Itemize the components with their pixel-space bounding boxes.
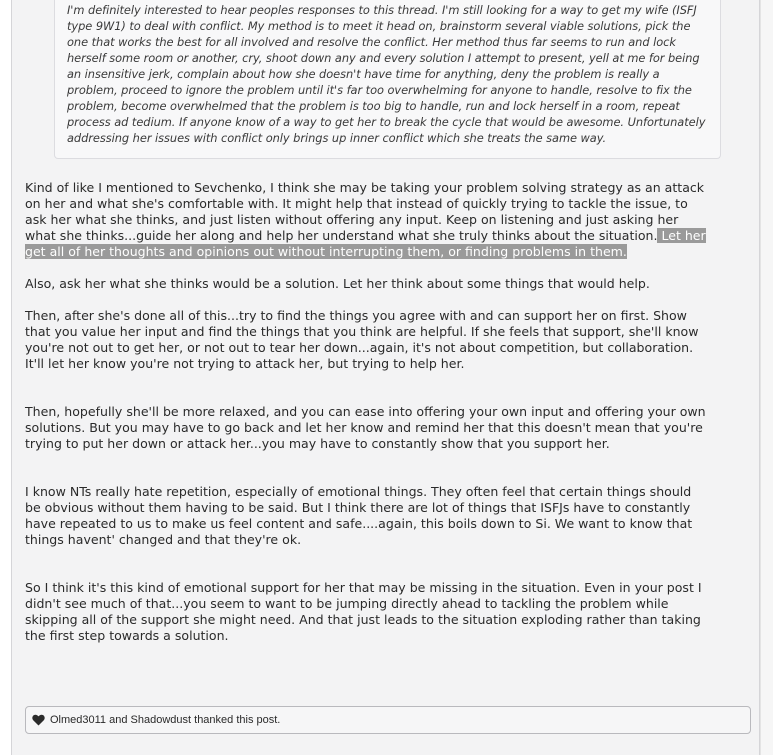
quote-line: addressing her issues with conflict only brings up inner conflict which she treats the same way. [67,131,607,145]
page-scrollbar[interactable] [760,0,773,755]
post-line: Then, after she's done all of this...try to find the things you agree with and can support her on first. Show [25,308,687,323]
post-line: Then, hopefully she'll be more relaxed, and you can ease into offering your own input and offering your own [25,404,706,419]
post-line: be obvious without them having to be said. But I think there are lot of things that ISFJs have to constantly [25,500,691,515]
quote-line: I'm definitely interested to hear peoples responses to this thread. I'm still looking for a way to get my wife (ISFJ [67,3,697,17]
thanked-user-link[interactable]: Olmed3011 [50,714,107,726]
heart-icon [32,714,45,726]
post-line: Kind of like I mentioned to Sevchenko, I think she may be taking your problem solving strategy as an attack [25,180,705,195]
quote-line: problem, become overwhelmed that the problem is too big to handle, run and lock herself in a room, repeat [67,99,680,113]
quote-line: an insensitive jerk, complain about how she doesn't have time for anything, deny the problem is really a [67,67,660,81]
post-line: have repeated to us to make us feel content and safe....again, this boils down to Si. We want to know that [25,516,693,531]
thanks-text: thanked this post. [191,714,281,726]
quote-block [54,0,721,159]
quote-line: herself some room or another, cry, shoot down any and every solution I attempt to present, yell at me for being [67,51,700,65]
paragraph-gap [25,548,749,564]
post-line: I know NTs really hate repetition, especially of emotional things. They often feel that certain things should [25,484,692,499]
post-line-text: what she thinks...guide her along and help her understand what she truly thinks about the situation. [25,228,658,243]
paragraph-gap [25,388,749,404]
post-line: you're not out to get her, or not out to tear her down...again, it's not about competition, but collaboration. [25,340,694,355]
post-line [25,244,749,260]
selected-text: get all of her thoughts and opinions out without interrupting them, or finding problems in them. [25,244,627,259]
paragraph-gap [25,260,749,276]
post-line: trying to put her down or attack her...you may have to constantly show that you support her. [25,436,610,451]
thanks-separator: and [106,714,131,726]
post-line: It'll let her know you're not trying to attack her, but trying to help her. [25,356,465,371]
post-line: solutions. But you may have to go back and let her know and remind her that this doesn't mean that you're [25,420,703,435]
paragraph-gap [25,468,749,484]
selected-text: Let her [657,228,706,243]
paragraph-gap [25,452,749,468]
post-line: skipping all of the support she might need. And that just leads to the situation exploding rather than taking [25,612,701,627]
paragraph-gap [25,372,749,388]
paragraph-gap [25,564,749,580]
post-line: Also, ask her what she thinks would be a solution. Let her think about some things that would help. [25,276,650,291]
post-line: ask her what she thinks, and just listen without offering any input. Keep on listening and just asking her [25,212,679,227]
quote-line: one that works the best for all involved and resolve the conflict. Her method thus far seems to run and lock [67,35,676,49]
post-line: on her and what she's comfortable with. It might help that instead of quickly trying to tackle the issue, to [25,196,688,211]
thanks-bar [25,706,751,734]
post-line: So I think it's this kind of emotional support for her that may be missing in the situation. Even in your post I [25,580,702,595]
post-line: didn't see much of that...you seem to want to be jumping directly ahead to tackling the problem while [25,596,669,611]
post-line: that you value her input and find the things that you think are helpful. If she feels that support, she'll know [25,324,699,339]
post-line [25,228,749,244]
paragraph-gap [25,292,749,308]
quote-line: process ad tedium. If anyone know of a way to get her to break the cycle that would be awesome. Unfortunately [67,115,706,129]
thanked-user-link[interactable]: Shadowdust [130,714,192,726]
post-line: the first step towards a solution. [25,628,229,643]
quote-line: problem, proceed to ignore the problem until it's far too overwhelming for anyone to handle, resolve to fix the [67,83,692,97]
forum-post [11,0,760,755]
post-body [25,180,749,644]
post-line: things havent' changed and that they're ok. [25,532,302,547]
quote-line: type 9W1) to deal with conflict. My method is to meet it head on, brainstorm several viable solutions, pick the [67,19,691,33]
